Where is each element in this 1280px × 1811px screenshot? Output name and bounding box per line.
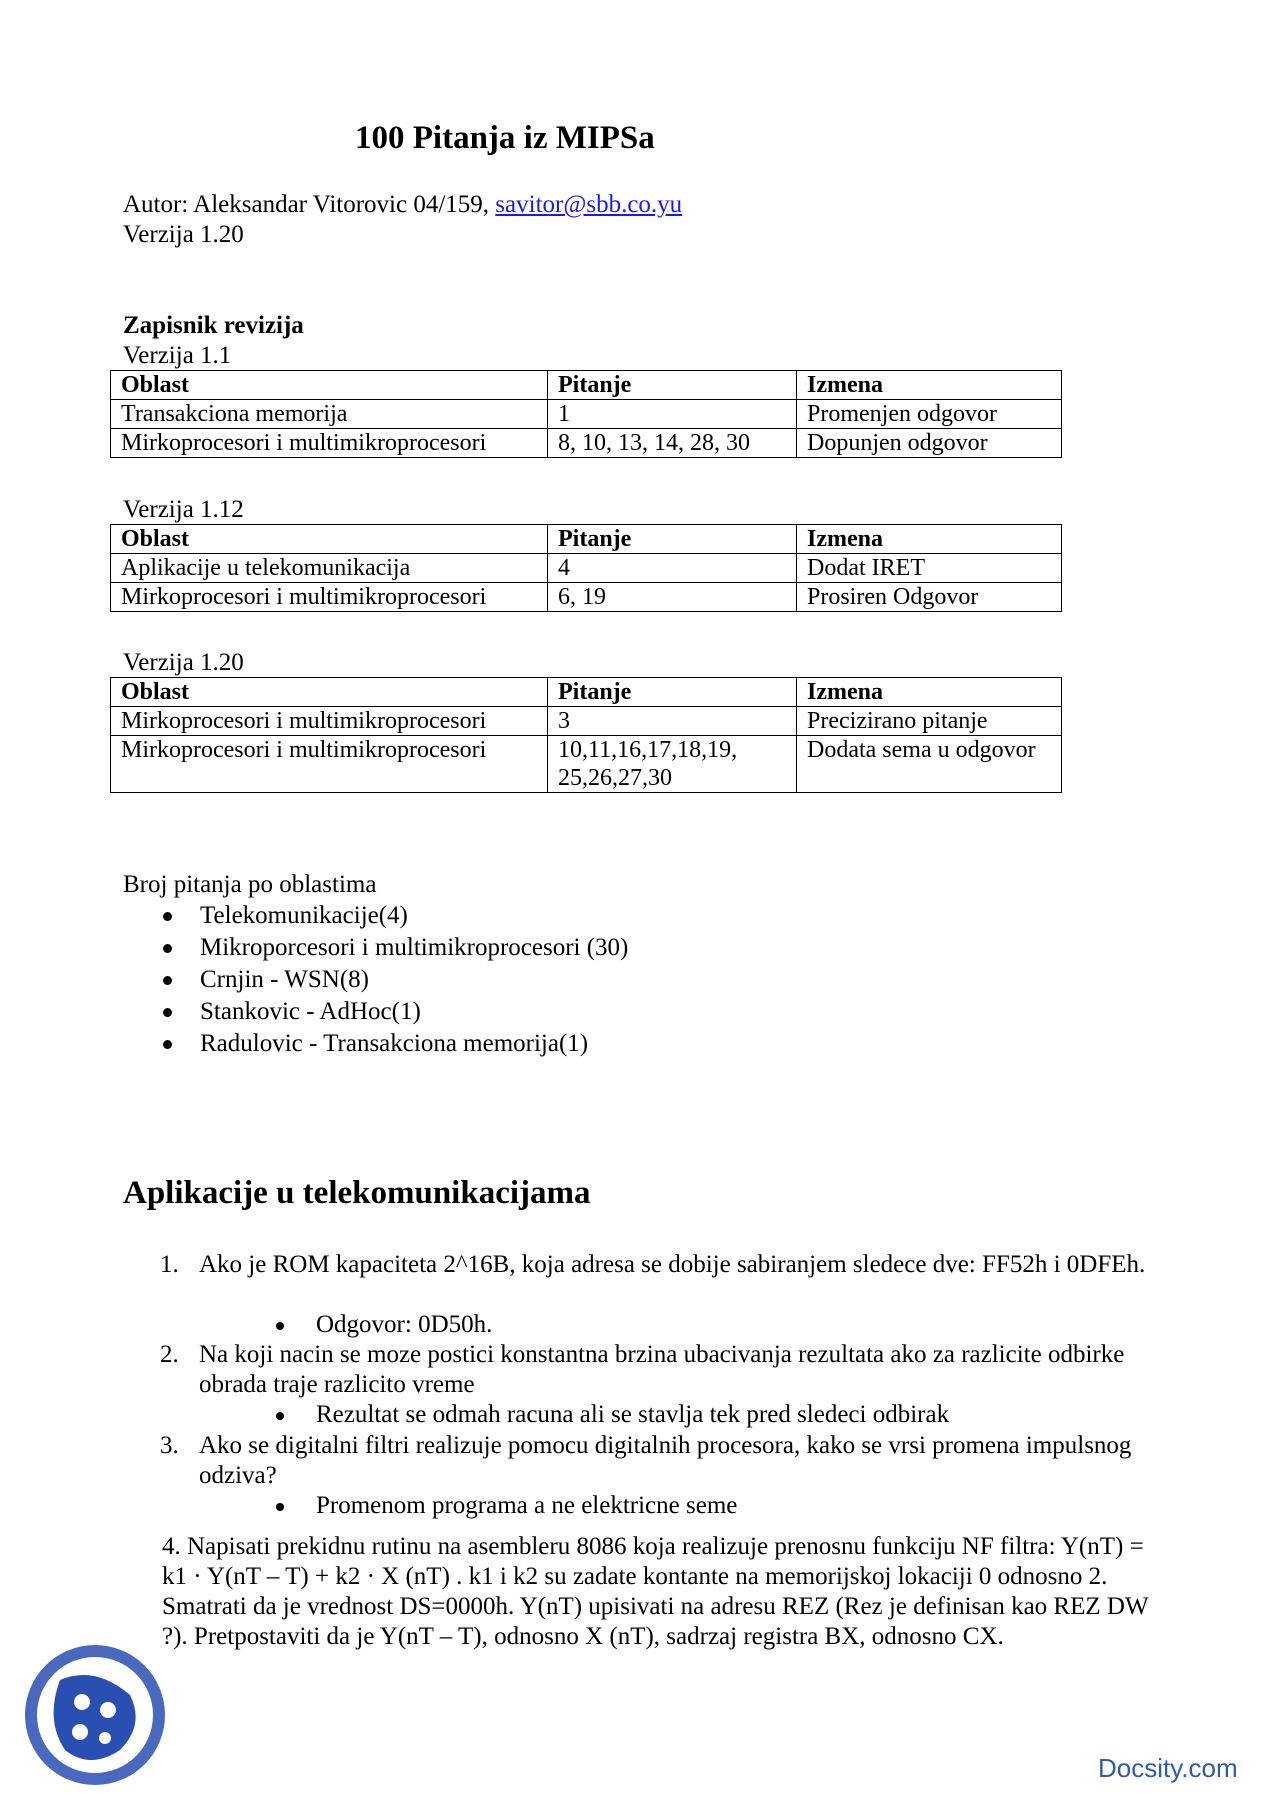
table-header-row xyxy=(111,525,1062,554)
header-cell: Izmena xyxy=(797,678,1062,707)
question-number: 3. xyxy=(160,1432,179,1459)
bullet-icon xyxy=(276,1503,284,1511)
question-text: Ako je ROM kapaciteta 2^16B, koja adresa se dobije sabiranjem sledece dve: FF52h i 0DFEh. xyxy=(199,1251,1146,1278)
bullet-icon xyxy=(276,1322,284,1330)
table-cell: Precizirano pitanje xyxy=(797,707,1062,736)
question-number: 1. xyxy=(160,1251,179,1278)
question-4-text: 4. Napisati prekidnu rutinu na asembleru 8086 koja realizuje prenosnu funkciju NF filtra: Y(nT) = k1 · Y(nT – T) + k2 · X (nT) . k1 i k2 su zadate kontante na memorijskoj lokaciji 0 odnosno 2. Smatrati da je vrednost DS=0000h. Y(nT) upisivati na adresu REZ (Rez je definisan kao REZ DW ?). Pretpostaviti da je Y(nT – T), odnosno X (nT), sadrzaj registra BX, odnosno CX. xyxy=(162,1533,1149,1650)
answer-text: Rezultat se odmah racuna ali se stavlja tek pred sledeci odbirak xyxy=(316,1401,950,1428)
docsity-watermark: Docsity.com xyxy=(1098,1753,1238,1783)
version-label: Verzija 1.1 xyxy=(123,342,232,369)
header-cell: Pitanje xyxy=(548,678,797,707)
table-row xyxy=(111,583,1062,612)
table-cell: Dopunjen odgovor xyxy=(797,429,1062,458)
table-cell: 6, 19 xyxy=(548,583,797,612)
revision-table xyxy=(110,524,1062,612)
table-row xyxy=(111,400,1062,429)
table-cell: 1 xyxy=(548,400,797,429)
list-item-text: Telekomunikacije(4) xyxy=(200,902,408,929)
table-cell: Transakciona memorija xyxy=(111,400,548,429)
revision-log-heading: Zapisnik revizija xyxy=(123,312,304,339)
list-item xyxy=(160,996,628,1028)
bullet-icon xyxy=(163,1040,172,1049)
bullet-icon xyxy=(163,976,172,985)
table-cell: Dodat IRET xyxy=(797,554,1062,583)
areas-list xyxy=(160,900,628,1060)
question-number: 2. xyxy=(160,1341,179,1368)
header-cell: Izmena xyxy=(797,525,1062,554)
answer-text: Promenom programa a ne elektricne seme xyxy=(316,1492,738,1519)
table-cell: Aplikacije u telekomunikacija xyxy=(111,554,548,583)
list-item xyxy=(160,900,628,932)
table-header-row xyxy=(111,678,1062,707)
question-text: Ako se digitalni filtri realizuje pomocu digitalnih procesora, kako se vrsi promena impulsnog odziva? xyxy=(199,1432,1132,1489)
revision-table xyxy=(110,370,1062,458)
list-item xyxy=(160,932,628,964)
list-item-text: Radulovic - Transakciona memorija(1) xyxy=(200,1030,589,1057)
question-text: Na koji nacin se moze postici konstantna brzina ubacivanja rezultata ako za razlicite odbirke obrada traje razlicito vreme xyxy=(199,1341,1125,1398)
header-cell: Izmena xyxy=(797,371,1062,400)
bullet-icon xyxy=(163,1008,172,1017)
areas-heading: Broj pitanja po oblastima xyxy=(123,871,377,898)
docsity-logo-icon xyxy=(20,1640,170,1790)
version-label: Verzija 1.12 xyxy=(123,496,244,523)
list-item xyxy=(160,964,628,996)
list-item-text: Crnjin - WSN(8) xyxy=(200,966,369,993)
list-item-text: Stankovic - AdHoc(1) xyxy=(200,998,421,1025)
table-cell: Mirkoprocesori i multimikroprocesori xyxy=(111,429,548,458)
table-cell: Mirkoprocesori i multimikroprocesori xyxy=(111,736,548,793)
list-item-text: Mikroporcesori i multimikroprocesori (30) xyxy=(200,934,629,961)
table-cell: 3 xyxy=(548,707,797,736)
table-cell: Promenjen odgovor xyxy=(797,400,1062,429)
table-cell: Mirkoprocesori i multimikroprocesori xyxy=(111,707,548,736)
table-cell: Mirkoprocesori i multimikroprocesori xyxy=(111,583,548,612)
version-label: Verzija 1.20 xyxy=(123,649,244,676)
table-row xyxy=(111,736,1062,793)
revision-table xyxy=(110,677,1062,793)
header-cell: Oblast xyxy=(111,371,548,400)
header-cell: Oblast xyxy=(111,678,548,707)
table-cell: Dodata sema u odgovor xyxy=(797,736,1062,793)
table-row xyxy=(111,707,1062,736)
table-cell: Prosiren Odgovor xyxy=(797,583,1062,612)
author-label: Autor: Aleksandar Vitorovic 04/159, xyxy=(123,191,496,218)
answer-text: Odgovor: 0D50h. xyxy=(316,1311,493,1338)
header-cell: Pitanje xyxy=(548,371,797,400)
author-block xyxy=(123,190,682,250)
document-title: 100 Pitanja iz MIPSa xyxy=(355,120,655,156)
table-row xyxy=(111,554,1062,583)
bullet-icon xyxy=(163,912,172,921)
bullet-icon xyxy=(276,1412,284,1420)
header-cell: Oblast xyxy=(111,525,548,554)
document-version: Verzija 1.20 xyxy=(123,221,244,248)
table-header-row xyxy=(111,371,1062,400)
table-row xyxy=(111,429,1062,458)
author-email-link[interactable]: savitor@sbb.co.yu xyxy=(495,191,683,218)
section-heading: Aplikacije u telekomunikacijama xyxy=(123,1175,591,1211)
list-item xyxy=(160,1028,628,1060)
bullet-icon xyxy=(163,944,172,953)
table-cell: 4 xyxy=(548,554,797,583)
header-cell: Pitanje xyxy=(548,525,797,554)
table-cell: 10,11,16,17,18,19, 25,26,27,30 xyxy=(548,736,797,793)
table-cell: 8, 10, 13, 14, 28, 30 xyxy=(548,429,797,458)
